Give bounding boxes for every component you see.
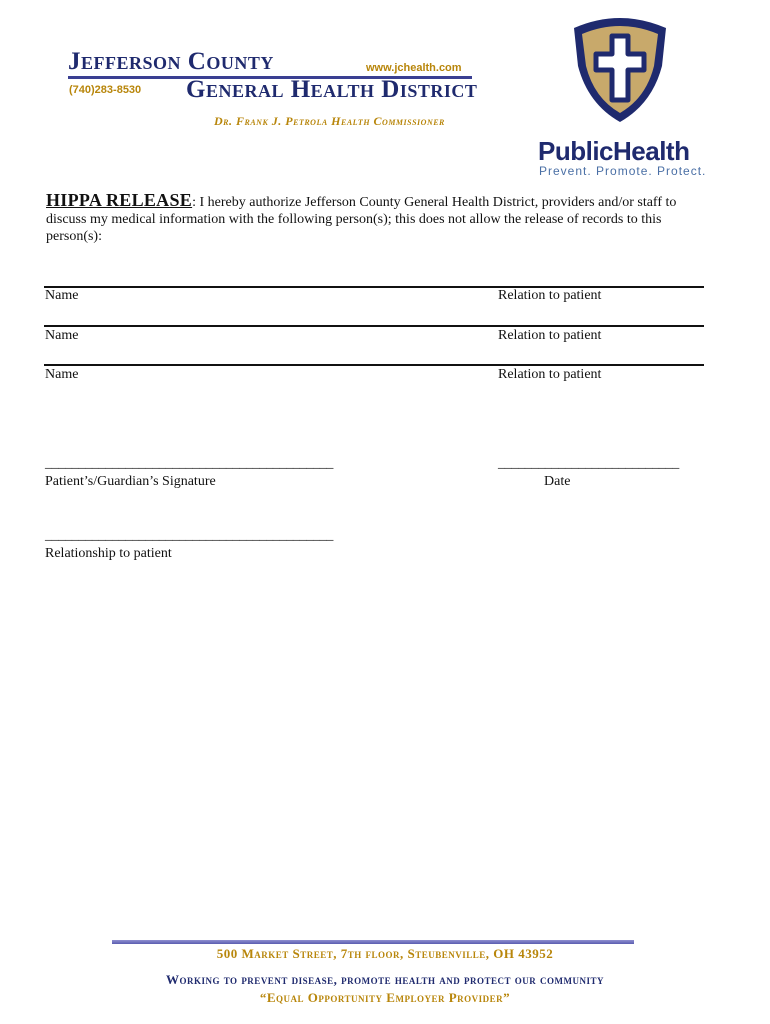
footer-eeo: “Equal Opportunity Employer Provider” bbox=[259, 990, 511, 1005]
person-3-line[interactable] bbox=[44, 364, 704, 366]
public-health-logo-text: PublicHealth bbox=[538, 136, 690, 166]
date-line[interactable]: ___________________________ bbox=[498, 456, 679, 471]
release-title: HIPPA RELEASE bbox=[46, 190, 193, 210]
person-1-name-label: Name bbox=[45, 288, 79, 303]
website-link[interactable]: www.jchealth.com bbox=[366, 62, 462, 74]
logo-tagline: Prevent. Promote. Protect. bbox=[539, 164, 707, 178]
footer-address: 500 Market Street, 7th floor, Steubenville, OH 43952 bbox=[216, 946, 554, 961]
date-label: Date bbox=[544, 474, 571, 489]
org-name-line1: Jefferson County bbox=[68, 48, 274, 75]
person-2-name-label: Name bbox=[45, 328, 79, 343]
person-1-line[interactable] bbox=[44, 286, 704, 288]
person-3-relation-label: Relation to patient bbox=[498, 367, 602, 382]
phone-number: (740)283-8530 bbox=[69, 84, 142, 96]
relationship-line[interactable]: ___________________________________________ bbox=[45, 528, 334, 543]
relationship-label: Relationship to patient bbox=[45, 546, 172, 561]
person-3-name-label: Name bbox=[45, 367, 79, 382]
person-1-relation-label: Relation to patient bbox=[498, 288, 602, 303]
person-2-relation-label: Relation to patient bbox=[498, 328, 602, 343]
shield-cross-icon bbox=[568, 14, 672, 131]
org-name-line2: General Health District bbox=[186, 76, 478, 103]
commissioner-line: Dr. Frank J. Petrola Health Commissioner bbox=[214, 114, 445, 128]
signature-line[interactable]: ___________________________________________ bbox=[45, 456, 334, 471]
person-2-line[interactable] bbox=[44, 325, 704, 327]
release-text: : I hereby authorize Jefferson County General Health District, providers and/or staff to discuss my medical information with the following person(s); this does not allow the release of records to this person(s): bbox=[46, 195, 677, 244]
signature-label: Patient’s/Guardian’s Signature bbox=[45, 474, 216, 489]
footer-divider bbox=[112, 940, 634, 944]
footer-mission: Working to prevent disease, promote health and protect our community bbox=[165, 972, 605, 987]
release-paragraph bbox=[46, 192, 706, 245]
